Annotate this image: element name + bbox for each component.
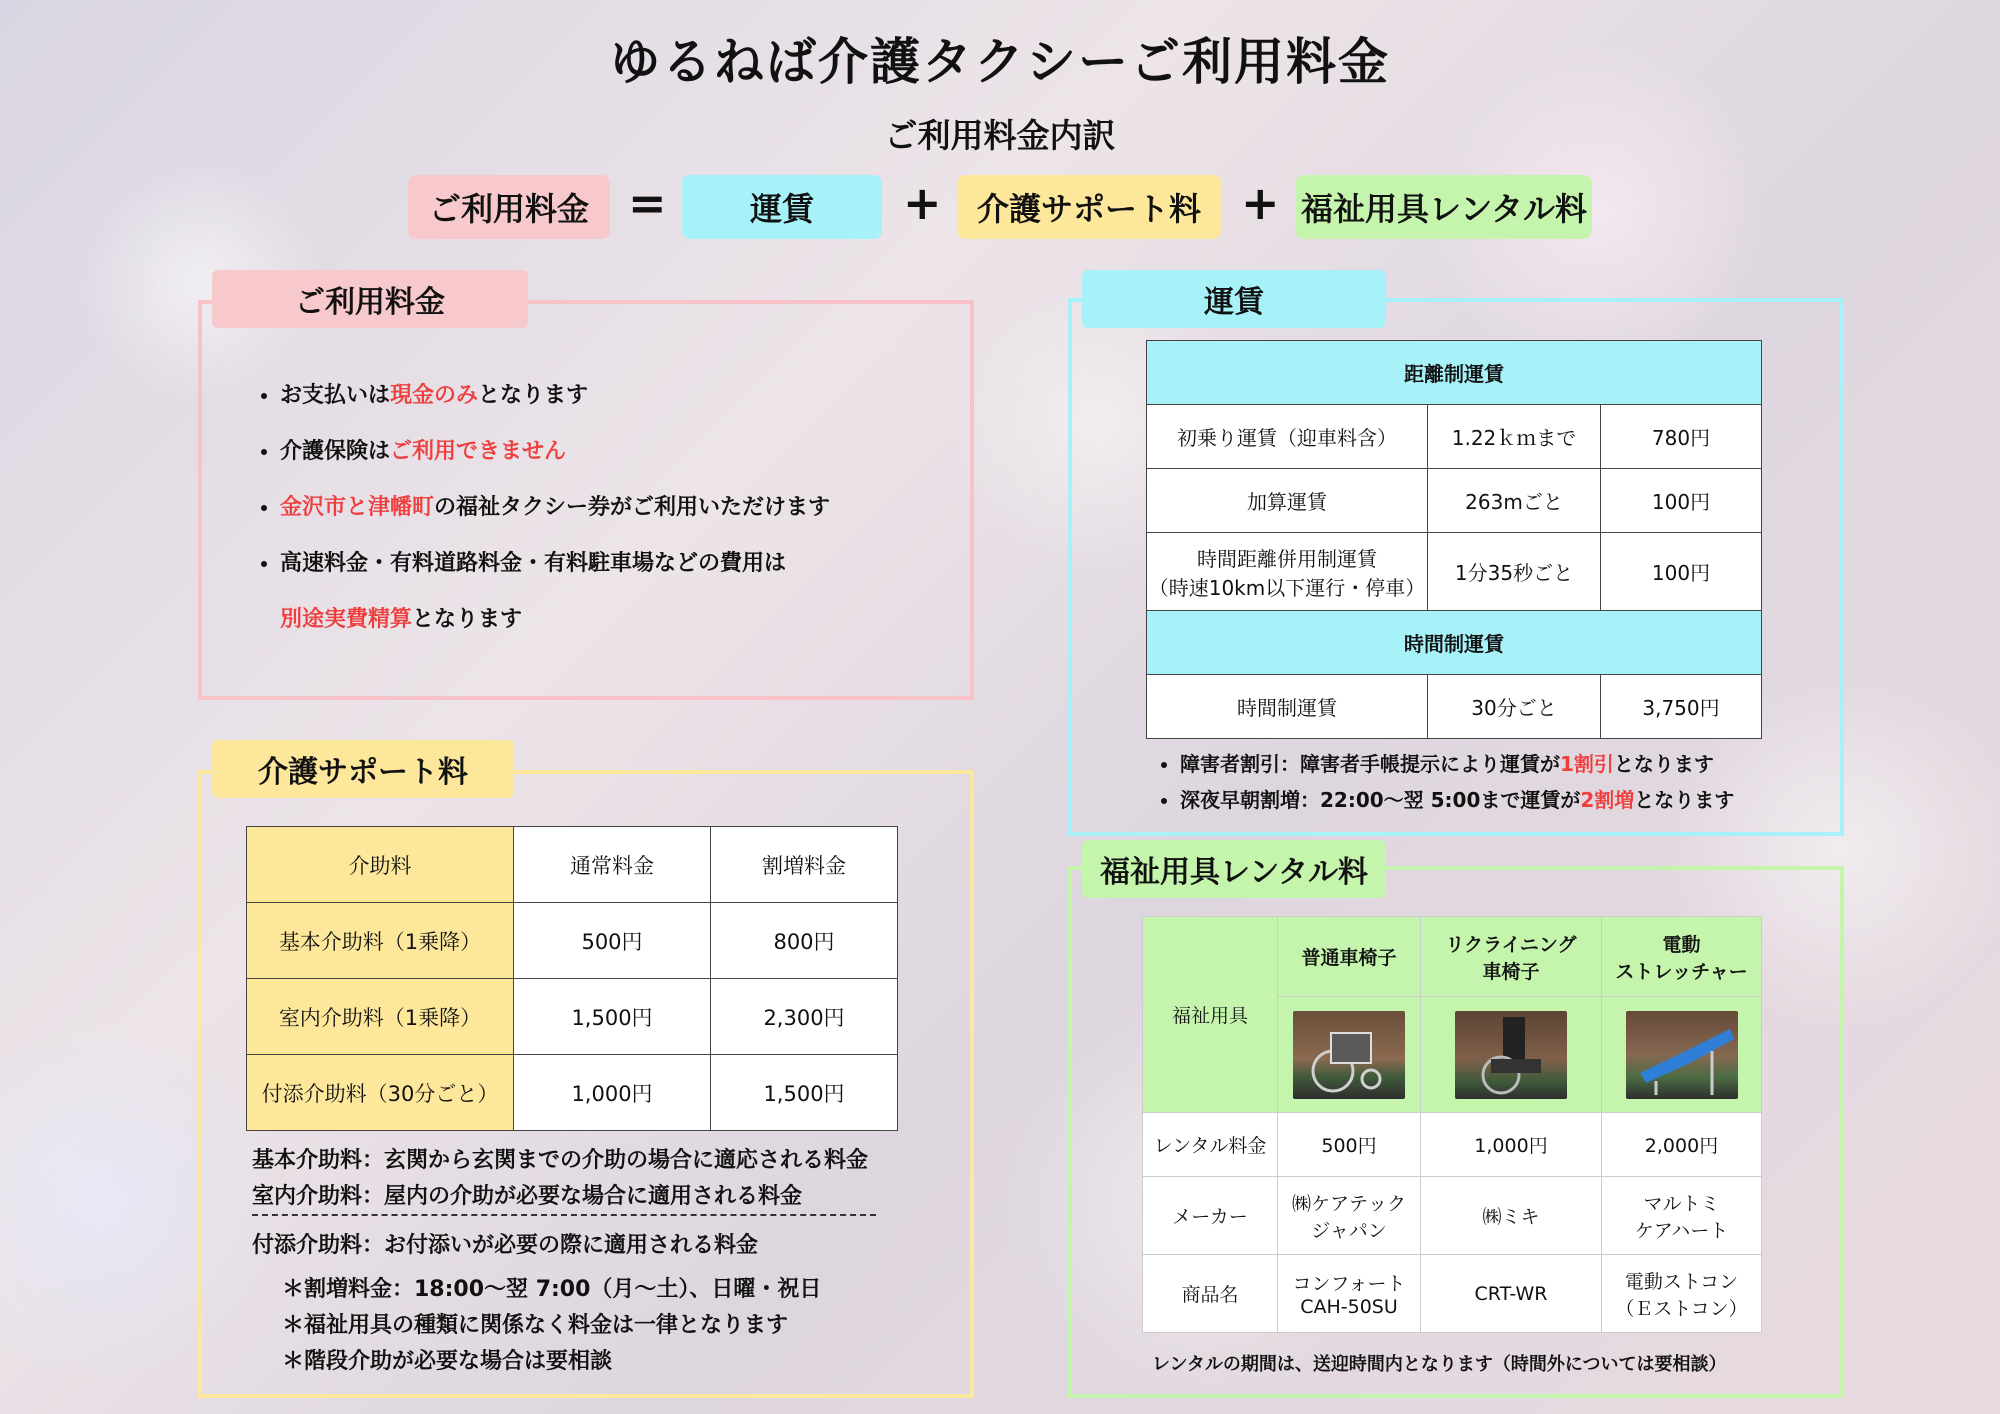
- formula-plus-1: +: [903, 176, 942, 230]
- usage-bullet-extra-costs: • 高速料金・有料道路料金・有料駐車場などの費用は 別途実費精算となります: [280, 548, 980, 636]
- formula-rental: 福祉用具レンタル料: [1296, 175, 1592, 239]
- fare-distance-header: 距離制運賃: [1147, 341, 1762, 405]
- wheelchair-photo: [1293, 1011, 1405, 1099]
- table-row: 加算運賃 263mごと 100円: [1147, 469, 1762, 533]
- usage-bullets: [250, 380, 980, 660]
- table-header-row: 福祉用具 普通車椅子 リクライニング 車椅子 電動 ストレッチャー: [1143, 917, 1762, 997]
- page-title: ゆるねば介護タクシーご利用料金: [610, 33, 1390, 91]
- page-subtitle: ご利用料金内訳: [884, 116, 1116, 155]
- table-row: 付添介助料（30分ごと） 1,000円 1,500円: [247, 1055, 898, 1131]
- fare-notes: [1150, 748, 1734, 820]
- table-row: 初乗り運賃（迎車料含） 1.22ｋｍまで 780円: [1147, 405, 1762, 469]
- table-row: 基本介助料（1乗降） 500円 800円: [247, 903, 898, 979]
- formula-total: ご利用料金: [408, 175, 610, 239]
- support-note-flat: ＊福祉用具の種類に関係なく料金は一律となります: [282, 1313, 789, 1338]
- fare-time-header: 時間制運賃: [1147, 611, 1762, 675]
- reclining-wheelchair-photo: [1455, 1011, 1567, 1099]
- stretcher-photo: [1626, 1011, 1738, 1099]
- usage-bullet-insurance: • 介護保険はご利用できません: [280, 436, 980, 468]
- table-header-row: 介助料 通常料金 割増料金: [247, 827, 898, 903]
- usage-tab: ご利用料金: [212, 270, 528, 328]
- rental-label-equipment: 福祉用具: [1143, 917, 1278, 1113]
- fare-note-discount: • 障害者割引：障害者手帳提示により運賃が1割引となります: [1180, 748, 1734, 780]
- rental-label-price: レンタル料金: [1143, 1113, 1278, 1177]
- support-desc-basic: 基本介助料：玄関から玄関までの介助の場合に適応される料金: [252, 1148, 869, 1173]
- table-row: 時間距離併用制運賃 （時速10km以下運行・停車） 1分35秒ごと 100円: [1147, 533, 1762, 611]
- usage-bullet-ticket: • 金沢市と津幡町の福祉タクシー券がご利用いただけます: [280, 492, 980, 524]
- support-table: [246, 826, 898, 1131]
- table-row: メーカー ㈱ケアテック ジャパン ㈱ミキ マルトミ ケアハート: [1143, 1177, 1762, 1255]
- rental-label-product: 商品名: [1143, 1255, 1278, 1333]
- rental-label-maker: メーカー: [1143, 1177, 1278, 1255]
- support-desc-indoor: 室内介助料：屋内の介助が必要な場合に適用される料金: [252, 1179, 876, 1216]
- rental-table: [1142, 916, 1762, 1333]
- rental-footnote: レンタルの期間は、送迎時間内となります（時間外については要相談）: [1152, 1354, 1727, 1375]
- table-row: 室内介助料（1乗降） 1,500円 2,300円: [247, 979, 898, 1055]
- support-note-stairs: ＊階段介助が必要な場合は要相談: [282, 1349, 613, 1374]
- fare-tab: 運賃: [1082, 270, 1386, 328]
- formula-plus-2: +: [1241, 176, 1280, 230]
- formula-support: 介護サポート料: [957, 175, 1221, 239]
- formula-equals: =: [628, 176, 667, 230]
- table-row: レンタル料金 500円 1,000円 2,000円: [1143, 1113, 1762, 1177]
- fare-note-surcharge: • 深夜早朝割増：22:00～翌 5:00まで運賃が2割増となります: [1180, 784, 1734, 816]
- table-row: 時間制運賃 30分ごと 3,750円: [1147, 675, 1762, 739]
- usage-bullet-cash: • お支払いは現金のみとなります: [280, 380, 980, 412]
- table-row: 商品名 コンフォート CAH-50SU CRT-WR 電動ストコン （Ｅストコン）: [1143, 1255, 1762, 1333]
- formula-fare: 運賃: [682, 175, 882, 239]
- rental-tab: 福祉用具レンタル料: [1082, 840, 1386, 898]
- fare-table: [1146, 340, 1762, 739]
- support-tab: 介護サポート料: [212, 740, 514, 798]
- support-note-surcharge: ＊割増料金：18:00～翌 7:00（月～土）、日曜・祝日: [282, 1277, 822, 1302]
- support-desc-attend: 付添介助料：お付添いが必要の際に適用される料金: [252, 1233, 759, 1258]
